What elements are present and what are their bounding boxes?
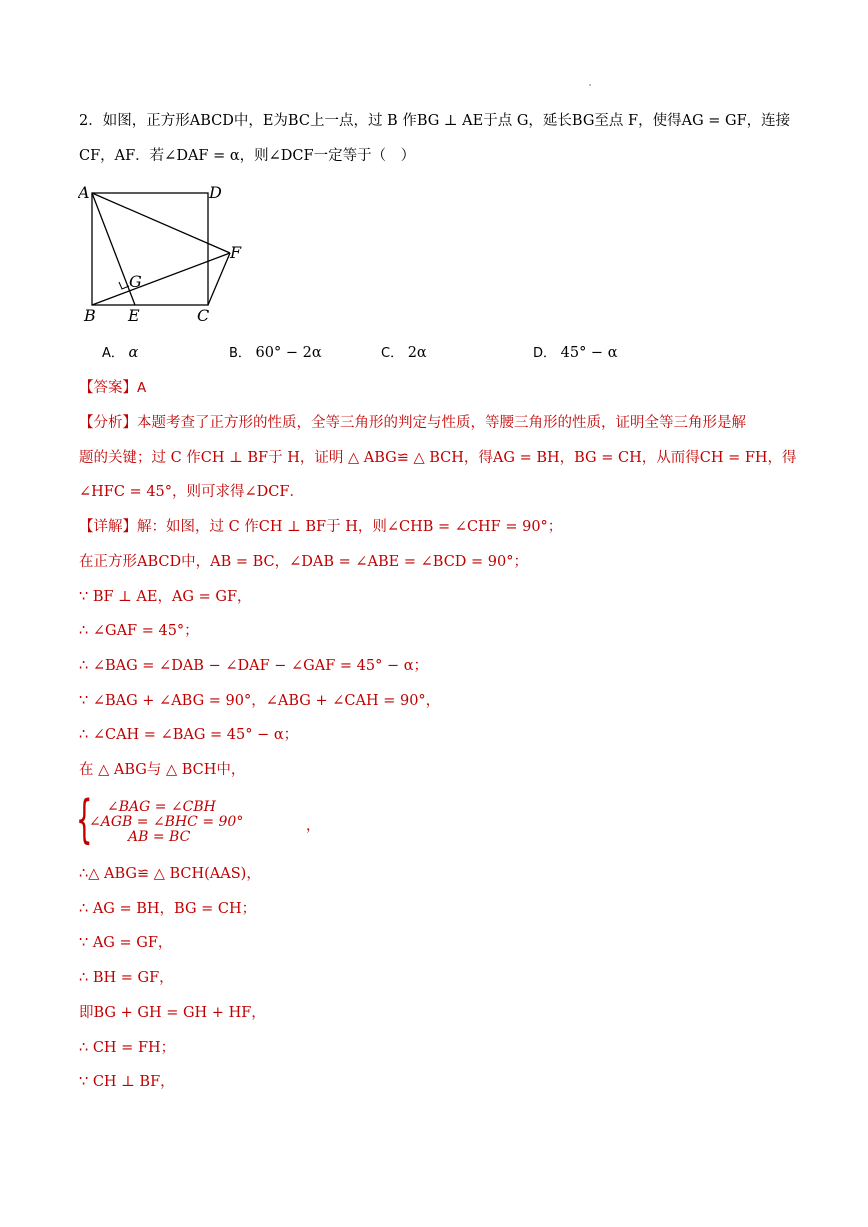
label-b: B bbox=[84, 306, 96, 325]
detail-line-6: ∴ ∠CAH = ∠BAG = 45° − α； bbox=[79, 727, 299, 743]
detail-line-9: ∴ AG = BH，BG = CH； bbox=[79, 901, 257, 917]
analysis-line-2: 题的关键；过 C 作CH ⊥ BF于 H，证明 △ ABG≌ △ BCH，得AG = BH，BG = CH，从而得CH = FH，得 bbox=[79, 450, 797, 466]
detail-line-5: ∵ ∠BAG + ∠ABG = 90°，∠ABG + ∠CAH = 90°， bbox=[79, 693, 441, 709]
analysis-line-1 bbox=[79, 413, 746, 433]
system-eq-3: AB = BC bbox=[128, 829, 191, 845]
analysis-text-1: 本题考查了正方形的性质，全等三角形的判定与性质，等腰三角形的性质，证明全等三角形是解 bbox=[137, 415, 746, 431]
label-c: C bbox=[197, 306, 210, 325]
option-d-letter: D． bbox=[533, 346, 557, 361]
detail-line-8: ∴△ ABG≌ △ BCH(AAS)， bbox=[79, 866, 261, 882]
option-c[interactable] bbox=[381, 343, 427, 364]
option-b-text: 60° − 2α bbox=[255, 345, 322, 361]
option-a-letter: A． bbox=[102, 346, 124, 361]
system-eq-1: ∠BAG = ∠CBH bbox=[107, 799, 216, 815]
detail-text-0: 解：如图，过 C 作CH ⊥ BF于 H，则∠CHB = ∠CHF = 90°； bbox=[137, 519, 563, 535]
label-f: F bbox=[230, 243, 242, 262]
question-line-2: CF，AF．若∠DAF = α，则∠DCF一定等于（ ） bbox=[79, 148, 416, 164]
label-d: D bbox=[209, 183, 222, 202]
option-a[interactable] bbox=[102, 343, 138, 364]
detail-line-0 bbox=[79, 517, 562, 537]
answer-value: A bbox=[137, 380, 147, 396]
detail-line-3: ∴ ∠GAF = 45°； bbox=[79, 623, 199, 639]
option-d-text: 45° − α bbox=[560, 345, 618, 361]
square-abcd bbox=[92, 193, 208, 305]
detail-line-2: ∵ BF ⊥ AE，AG = GF， bbox=[79, 589, 252, 605]
label-a: A bbox=[78, 183, 90, 202]
detail-line-13: ∴ CH = FH； bbox=[79, 1040, 176, 1056]
detail-line-10: ∵ AG = GF， bbox=[79, 935, 173, 951]
speck bbox=[589, 84, 591, 86]
segment-af bbox=[92, 193, 230, 253]
detail-line-12: 即BG + GH = GH + HF， bbox=[79, 1005, 266, 1021]
segment-cf bbox=[208, 253, 230, 305]
segment-bf bbox=[92, 253, 230, 305]
label-e: E bbox=[128, 306, 140, 325]
detail-line-7: 在 △ ABG与 △ BCH中， bbox=[79, 762, 246, 778]
answer-head: 【答案】 bbox=[79, 380, 137, 396]
option-c-text: 2α bbox=[407, 345, 427, 361]
system-comma: ， bbox=[306, 818, 320, 834]
answer-line bbox=[79, 378, 146, 398]
geometry-figure bbox=[78, 181, 258, 326]
analysis-line-3: ∠HFC = 45°，则可求得∠DCF． bbox=[79, 484, 304, 500]
detail-line-4: ∴ ∠BAG = ∠DAB − ∠DAF − ∠GAF = 45° − α； bbox=[79, 658, 428, 674]
question-line-1: 2．如图，正方形ABCD中，E为BC上一点，过 B 作BG ⊥ AE于点 G，延长BG至点 F，使得AG = GF，连接 bbox=[79, 113, 791, 129]
option-b-letter: B． bbox=[229, 346, 251, 361]
option-b[interactable] bbox=[229, 343, 322, 364]
detail-line-14: ∵ CH ⊥ BF， bbox=[79, 1074, 175, 1090]
detail-line-11: ∴ BH = GF， bbox=[79, 970, 174, 986]
system-eq-2: ∠AGB = ∠BHC = 90° bbox=[89, 814, 244, 830]
option-d[interactable] bbox=[533, 343, 618, 364]
equation-system bbox=[76, 790, 320, 850]
option-a-text: α bbox=[128, 345, 139, 361]
detail-head: 【详解】 bbox=[79, 519, 137, 535]
analysis-head: 【分析】 bbox=[79, 415, 137, 431]
left-brace: { bbox=[76, 790, 93, 850]
detail-line-1: 在正方形ABCD中，AB = BC，∠DAB = ∠ABE = ∠BCD = 90°； bbox=[79, 554, 528, 570]
option-c-letter: C． bbox=[381, 346, 404, 361]
label-g: G bbox=[129, 272, 142, 291]
